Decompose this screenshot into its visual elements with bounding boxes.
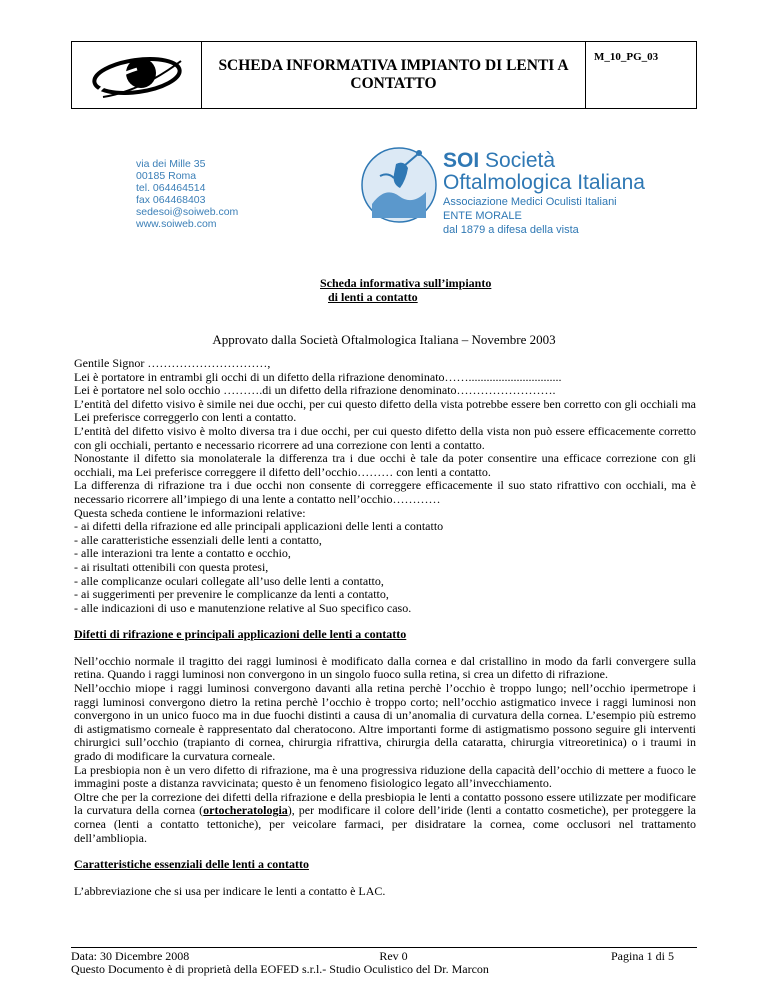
list-item: - ai difetti della rifrazione ed alle principali applicazioni delle lenti a contatto — [74, 519, 444, 534]
paragraph: L’entità del difetto visivo è simile nei due occhi, per cui questo difetto della vista potrebbe essere ben corretto con gli occhiali ma Lei preferisce correggerlo con lenti a contatto. — [74, 396, 696, 425]
list-item: - ai risultati ottenibili con questa protesi, — [74, 559, 269, 574]
eye-logo-icon — [81, 47, 193, 103]
paragraph: Questa scheda contiene le informazioni relative: — [74, 505, 306, 520]
paragraph: Nell’occhio normale il tragitto dei raggi luminosi è modificato dalla cornea e dal cristallino in modo da farli convergere sulla retina. Quando i raggi luminosi non convergono in un singolo fuoco sulla retina, si crea un difetto di rifrazione. — [74, 653, 696, 682]
list-item: - alle caratteristiche essenziali delle lenti a contatto, — [74, 532, 322, 547]
address-line: sedesoi@soiweb.com — [136, 206, 239, 218]
address-line: www.soiweb.com — [136, 218, 217, 230]
paragraph: L’abbreviazione che si usa per indicare le lenti a contatto è LAC. — [74, 883, 386, 898]
paragraph: Nonostante il difetto sia monolaterale la differenza tra i due occhi è tale da poter consentire una efficace correzione con gli occhiali, ma Lei preferisce correggere il difetto dell’occhio……… con lenti a contatto. — [74, 451, 696, 479]
address-line: tel. 064464514 — [136, 182, 206, 194]
soi-acronym: SOI — [443, 149, 480, 172]
list-item: - alle interazioni tra lente a contatto e occhio, — [74, 546, 291, 561]
address-line: via dei Mille 35 — [136, 158, 206, 170]
document-title: SCHEDA INFORMATIVA IMPIANTO DI LENTI A CONTATTO — [202, 42, 586, 108]
greeting: Gentile Signor …………………………, — [74, 356, 271, 370]
term-ortocheratologia: ortocheratologia — [203, 803, 288, 818]
paragraph: Lei è portatore nel solo occhio ……….di un difetto della rifrazione denominato……………………. — [74, 383, 556, 398]
address-line: fax 064468403 — [136, 194, 206, 206]
soi-sub-line: dal 1879 a difesa della vista — [443, 224, 579, 236]
clinic-logo — [72, 42, 202, 108]
document-code: M_10_PG_03 — [594, 51, 659, 63]
paragraph: Lei è portatore in entrambi gli occhi di un difetto della rifrazione denominato……............................... — [74, 369, 562, 384]
paragraph: L’entità del difetto visivo è molto diversa tra i due occhi, per cui questo difetto della vista non può essere efficacemente corretto con gli occhiali, pertanto e necessario ricorrere ad una correzione con lenti a contatto. — [74, 423, 696, 452]
list-item: - alle complicanze oculari collegate all’uso delle lenti a contatto, — [74, 573, 384, 588]
soi-name-line2: Oftalmologica Italiana — [443, 171, 645, 194]
document-body — [74, 357, 696, 898]
section-heading: Difetti di rifrazione e principali applicazioni delle lenti a contatto — [74, 627, 407, 642]
soi-sub-line: ENTE MORALE — [443, 210, 522, 222]
paragraph: La presbiopia non è un vero difetto di rifrazione, ma è una progressiva riduzione della capacità dell’occhio di mettere a fuoco le immagini poste a distanza ravvicinata; questo è un fenomeno fisiologico legato all’invecchiamento. — [74, 762, 696, 791]
list-item: - ai suggerimenti per prevenire le complicanze da lenti a contatto, — [74, 587, 389, 602]
list-item: - alle indicazioni di uso e manutenzione relative al Suo specifico caso. — [74, 600, 412, 615]
footer-date: Data: 30 Dicembre 2008 — [71, 949, 190, 963]
document-footer — [71, 947, 697, 976]
soi-address-block — [136, 158, 238, 230]
soi-name-block — [443, 150, 645, 236]
footer-owner: Questo Documento è di proprietà della EOFED s.r.l.- Studio Oculistico del Dr. Marcon — [71, 962, 489, 976]
form-title: Scheda informativa sull’impianto di lenti a contatto — [320, 276, 492, 304]
section-heading: Caratteristiche essenziali delle lenti a contatto — [74, 857, 309, 872]
soi-name-line1: Società — [485, 149, 556, 172]
approval-note: Approvato dalla Società Oftalmologica Italiana – Novembre 2003 — [212, 332, 556, 347]
soi-sub-line: Associazione Medici Oculisti Italiani — [443, 196, 617, 208]
paragraph: La differenza di rifrazione tra i due occhi non consente di correggere efficacemente il suo stato rifrattivo con occhiali, ma è necessario ricorrere all’impiego di una lente a contatto nell’occhio………… — [74, 478, 696, 506]
address-line: 00185 Roma — [136, 170, 197, 182]
footer-revision: Rev 0 — [379, 949, 408, 963]
paragraph: Oltre che per la correzione dei difetti della rifrazione e della presbiopia le lenti a contatto possono essere utilizzate per modificare la curvatura della cornea (ortocheratologia), per modificare il colore dell’iride (lenti a contatto cosmetiche), per proteggere la cornea (lenti a contatto tettoniche), per veicolare farmaci, per disidratare la cornea, come occlusori nel trattamento dell’ambliopia. — [74, 789, 696, 845]
footer-page: Pagina 1 di 5 — [611, 949, 674, 963]
document-header — [71, 41, 697, 109]
soi-emblem-icon — [360, 146, 438, 224]
paragraph: Nell’occhio miope i raggi luminosi convergono davanti alla retina perchè l’occhio è troppo lungo; nell’occhio ipermetrope i raggi luminosi convergono dietro la retina perchè l’occhio è troppo corto; nell’occhio astigmatico invece i raggi luminosi non convergono in un unico fuoco ma in due fuochi distinti a causa di un’anomalia di curvatura della cornea. L’esempio più estremo di astigmatismo corneale è rappresentato dal cheratocono. Altre importanti forme di astigmatismo possono seguire gli interventi chirurgici sull’occhio (trapianto di cornea, chirurgia rifrattiva, chirurgia della cataratta, chirurgia vitreoretinica) o i traumi in grado di modificare la curvatura corneale. — [74, 681, 696, 764]
